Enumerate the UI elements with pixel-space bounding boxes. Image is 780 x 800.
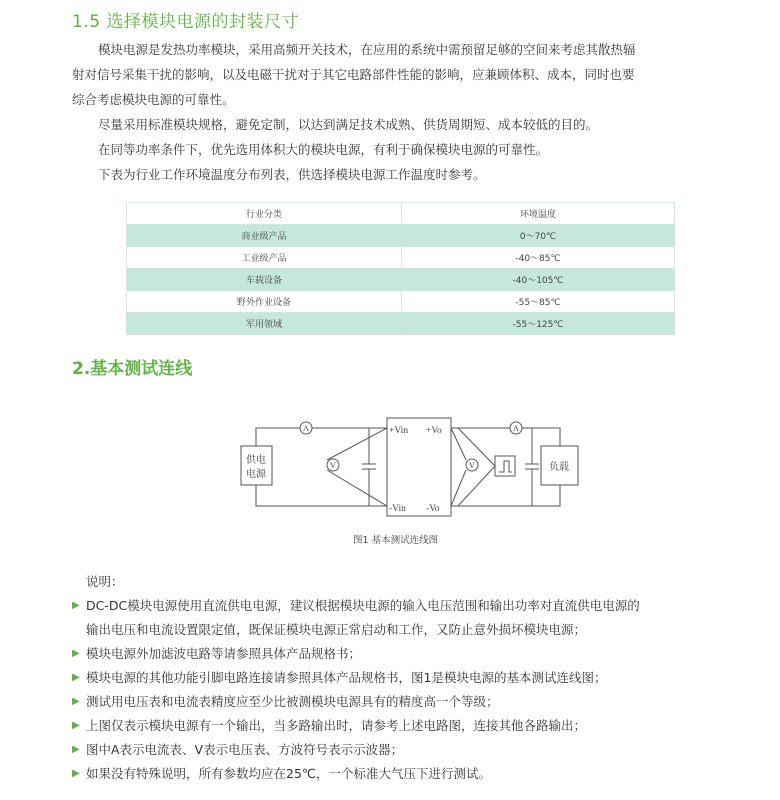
list-item [72, 714, 752, 738]
table-cell: 0～70℃ [402, 225, 675, 247]
note-text: 如果没有特殊说明，所有参数均应在25℃，一个标准大气压下进行测试。 [86, 766, 491, 781]
arrow-bullet-icon: ▶ [72, 720, 80, 731]
table-cell: -40～85℃ [402, 247, 675, 269]
note-text: DC-DC模块电源使用直流供电电源，建议根据模块电源的输入电压范围和输出功率对直流供电电源的 [86, 598, 640, 613]
note-text: 模块电源外加滤波电路等请参照具体产品规格书； [86, 646, 362, 661]
test-wiring-diagram [0, 410, 780, 525]
table-cell: 车载设备 [127, 269, 402, 291]
para1-line-1: 模块电源是发热功率模块，采用高频开关技术，在应用的系统中需预留足够的空间来考虑其散热辐 [98, 42, 636, 57]
table-cell: -55～125℃ [402, 313, 675, 335]
note-text: 图中A表示电流表、V表示电压表、方波符号表示示波器； [86, 742, 404, 757]
notes-list [72, 594, 752, 786]
table-cell: -55～85℃ [402, 291, 675, 313]
list-item [72, 690, 752, 714]
notes-title: 说明： [86, 574, 124, 589]
arrow-bullet-icon: ▶ [72, 648, 80, 659]
supply-label-1: 供电 [246, 455, 266, 466]
list-item [72, 762, 752, 786]
temperature-table [126, 202, 675, 335]
para1-line-3: 综合考虑模块电源的可靠性。 [72, 92, 235, 107]
output-voltmeter-label: V [468, 460, 476, 470]
arrow-bullet-icon: ▶ [72, 696, 80, 707]
table-row [127, 291, 675, 313]
arrow-bullet-icon: ▶ [72, 768, 80, 779]
para1-line-2: 射对信号采集干扰的影响，以及电磁干扰对于其它电路部件性能的影响，应兼顾体积、成本，同时也要 [72, 67, 635, 82]
intro-paragraph [72, 37, 732, 187]
list-item [72, 738, 752, 762]
table-header-row [127, 203, 675, 225]
input-ammeter-label: A [302, 423, 310, 433]
list-item [72, 594, 752, 642]
table-row [127, 269, 675, 291]
note-text-cont: 输出电压和电流设置限定值，既保证模块电源正常启动和工作，又防止意外损坏模块电源； [86, 622, 587, 637]
para3: 在同等功率条件下，优先选用体积大的模块电源，有利于确保模块电源的可靠性。 [98, 142, 549, 157]
header-industry: 行业分类 [127, 203, 402, 225]
pin-vin-plus: +Vin [389, 426, 409, 436]
table-row [127, 247, 675, 269]
header-temperature: 环境温度 [402, 203, 675, 225]
figure-caption: 图1 基本测试连线图 [353, 535, 439, 546]
pin-vo-minus: -Vo [426, 504, 440, 514]
note-text: 测试用电压表和电流表精度应至少比被测模块电源具有的精度高一个等级； [86, 694, 499, 709]
output-ammeter-label: A [512, 423, 520, 433]
arrow-bullet-icon: ▶ [72, 600, 80, 611]
table-row [127, 313, 675, 335]
oscilloscope-box [495, 456, 515, 476]
para4: 下表为行业工作环境温度分布列表，供选择模块电源工作温度时参考。 [98, 167, 486, 182]
table-cell: 军用领域 [127, 313, 402, 335]
list-item [72, 642, 752, 666]
load-label: 负载 [549, 462, 569, 473]
notes-section [72, 570, 752, 786]
note-text: 模块电源的其他功能引脚电路连接请参照具体产品规格书，图1是模块电源的基本测试连线图； [86, 670, 607, 685]
arrow-bullet-icon: ▶ [72, 672, 80, 683]
section-title-package-size: 1.5 选择模块电源的封装尺寸 [72, 12, 299, 32]
arrow-bullet-icon: ▶ [72, 744, 80, 755]
list-item [72, 666, 752, 690]
table-cell: 野外作业设备 [127, 291, 402, 313]
section-title-test-wiring: 2.基本测试连线 [72, 359, 193, 379]
input-voltmeter-label: V [329, 460, 337, 470]
table-cell: 工业级产品 [127, 247, 402, 269]
table-cell: -40～105℃ [402, 269, 675, 291]
table-row [127, 225, 675, 247]
supply-label-2: 电源 [246, 469, 266, 480]
table-cell: 商业级产品 [127, 225, 402, 247]
note-text: 上图仅表示模块电源有一个输出，当多路输出时，请参考上述电路图，连接其他各路输出； [86, 718, 587, 733]
para2: 尽量采用标准模块规格，避免定制，以达到满足技术成熟、供货周期短、成本较低的目的。 [98, 117, 599, 132]
pin-vo-plus: +Vo [426, 426, 442, 436]
pin-vin-minus: -Vin [389, 504, 406, 514]
